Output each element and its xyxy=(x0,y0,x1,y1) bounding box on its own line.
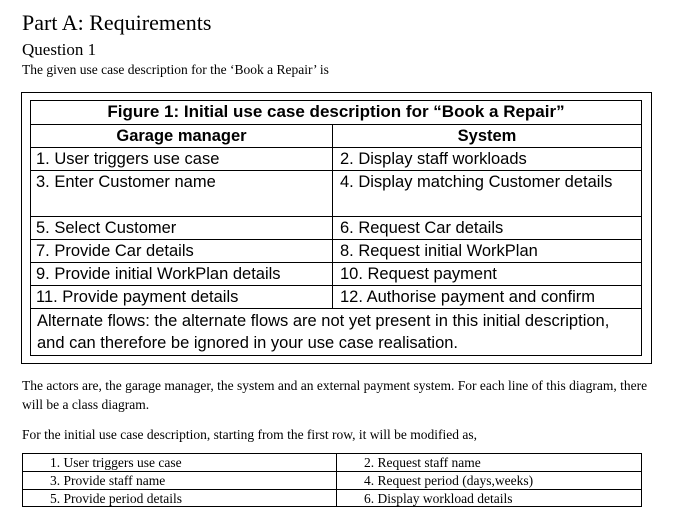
table-row xyxy=(31,286,641,309)
system-step: 12. Authorise payment and confirm xyxy=(340,288,595,306)
actors-paragraph: The actors are, the garage manager, the system and an external payment system. For each line of this diagram, there will be a class diagram. xyxy=(22,378,648,412)
header-row xyxy=(31,125,641,148)
table-row xyxy=(31,263,641,286)
intro-text: The given use case description for the ‘Book a Repair’ is xyxy=(22,62,329,77)
modification-paragraph: For the initial use case description, starting from the first row, it will be modified as, xyxy=(22,427,478,442)
actor-step: 3. Provide staff name xyxy=(23,472,337,489)
alternate-flows-row xyxy=(31,309,641,355)
actor-step: 11. Provide payment details xyxy=(31,286,333,308)
system-step: 8. Request initial WorkPlan xyxy=(340,242,538,260)
actor-step: 5. Provide period details xyxy=(23,490,337,507)
figure-caption-row xyxy=(31,101,641,125)
actor-step: 1. User triggers use case xyxy=(23,454,337,471)
table-row xyxy=(31,240,641,263)
part-title: Part A: Requirements xyxy=(22,10,212,35)
figure-caption: Figure 1: Initial use case description for “Book a Repair” xyxy=(107,102,565,121)
table-row xyxy=(31,171,641,217)
system-step: 10. Request payment xyxy=(340,265,497,283)
table-row xyxy=(23,472,641,490)
actor-step: 3. Enter Customer name xyxy=(31,171,333,216)
actor-step: 7. Provide Car details xyxy=(31,240,333,262)
actor-step: 5. Select Customer xyxy=(31,217,333,239)
actor-step: 1. User triggers use case xyxy=(31,148,333,170)
actor-step: 9. Provide initial WorkPlan details xyxy=(31,263,333,285)
use-case-table xyxy=(30,100,642,356)
system-step: 6. Display workload details xyxy=(364,491,513,506)
system-step: 2. Display staff workloads xyxy=(340,150,527,168)
alternate-flows-text: Alternate flows: the alternate flows are not yet present in this initial description, and can therefore be ignored in your use case realisation. xyxy=(37,312,610,352)
table-row xyxy=(31,217,641,240)
system-step: 4. Display matching Customer details xyxy=(340,173,613,191)
col-header-garage-manager: Garage manager xyxy=(31,125,333,147)
col-header-system: System xyxy=(457,127,517,145)
table-row xyxy=(23,490,641,507)
system-step: 4. Request period (days,weeks) xyxy=(364,473,534,488)
table-row xyxy=(31,148,641,171)
system-step: 6. Request Car details xyxy=(340,219,504,237)
system-step: 2. Request staff name xyxy=(364,455,481,470)
question-heading: Question 1 xyxy=(22,40,97,59)
modified-use-case-table xyxy=(22,453,642,507)
table-row xyxy=(23,454,641,472)
